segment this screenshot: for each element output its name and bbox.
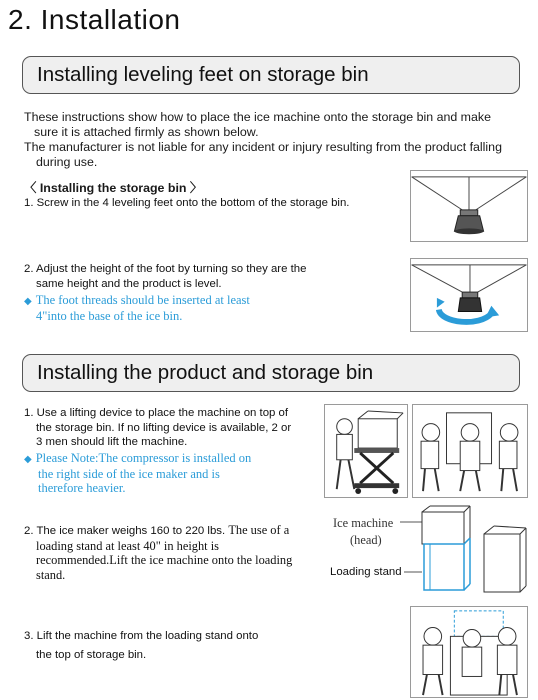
figure-adjust-foot [410, 258, 528, 332]
step-line: the storage bin. If no lifting device is available, 2 or [36, 421, 292, 434]
step-line: recommended.Lift the ice machine onto the loading [36, 553, 293, 567]
note-line [24, 293, 324, 309]
figure-loading-stand [400, 504, 528, 596]
blue-diamond-icon: ◆ [24, 296, 32, 307]
intro-line: The manufacturer is not liable for any incident or injury resulting from the product falling [24, 140, 502, 154]
step-line: loading stand at least 40" in height is [36, 538, 219, 553]
figure-lift-onto-bin [410, 606, 528, 698]
note-compressor [24, 451, 324, 495]
step-adjust-height [24, 262, 354, 291]
step-text: 2. The ice maker weighs 160 to 220 lbs. [24, 525, 226, 537]
step-line: the top of storage bin. [36, 648, 147, 661]
intro-paragraph [24, 110, 524, 170]
label-loading-stand: Loading stand [330, 566, 402, 578]
figure-lifting-device [324, 404, 408, 498]
step-line: stand. [36, 567, 66, 582]
label-ice-machine: Ice machine [333, 516, 394, 530]
figure-two-men-lift [412, 404, 528, 498]
intro-line: during use. [36, 155, 98, 169]
note-line [24, 451, 324, 467]
page-title: 2. Installation [8, 4, 181, 35]
sub-heading-installing-bin: 〈 Installing the storage bin 〉 [24, 181, 203, 195]
note-line: therefore heavier. [38, 481, 126, 495]
intro-line: sure it is attached firmly as shown below. [34, 125, 259, 139]
step-line: 1. Use a lifting device to place the machine on top of [24, 407, 289, 419]
step-text-serif: The use of a [228, 523, 290, 537]
step-line [24, 523, 334, 539]
note-text: Please Note:The compressor is installed on [35, 451, 252, 465]
step-lifting-device [24, 406, 324, 450]
figure-leveling-foot [410, 170, 528, 242]
step-screw-feet: 1. Screw in the 4 leveling feet onto the bottom of the storage bin. [24, 197, 350, 209]
label-head: (head) [350, 533, 382, 547]
intro-line: These instructions show how to place the ice machine onto the storage bin and make [24, 110, 491, 124]
step-line: same height and the product is level. [36, 277, 222, 290]
note-foot-threads [24, 293, 324, 323]
blue-diamond-icon: ◆ [24, 454, 32, 465]
step-line: 2. Adjust the height of the foot by turning so they are the [24, 263, 307, 275]
section-banner-product-bin: Installing the product and storage bin [22, 354, 520, 392]
note-text: The foot threads should be inserted at least [35, 293, 250, 307]
note-line: 4"into the base of the ice bin. [36, 309, 183, 323]
step-weight-loading-stand [24, 523, 334, 582]
step-line: 3. Lift the machine from the loading stand onto [24, 630, 259, 642]
step-line: 3 men should lift the machine. [36, 436, 188, 448]
section-banner-leveling-feet: Installing leveling feet on storage bin [22, 56, 520, 94]
step-lift-onto-bin [24, 629, 354, 662]
note-line: the right side of the ice maker and is [38, 467, 220, 481]
